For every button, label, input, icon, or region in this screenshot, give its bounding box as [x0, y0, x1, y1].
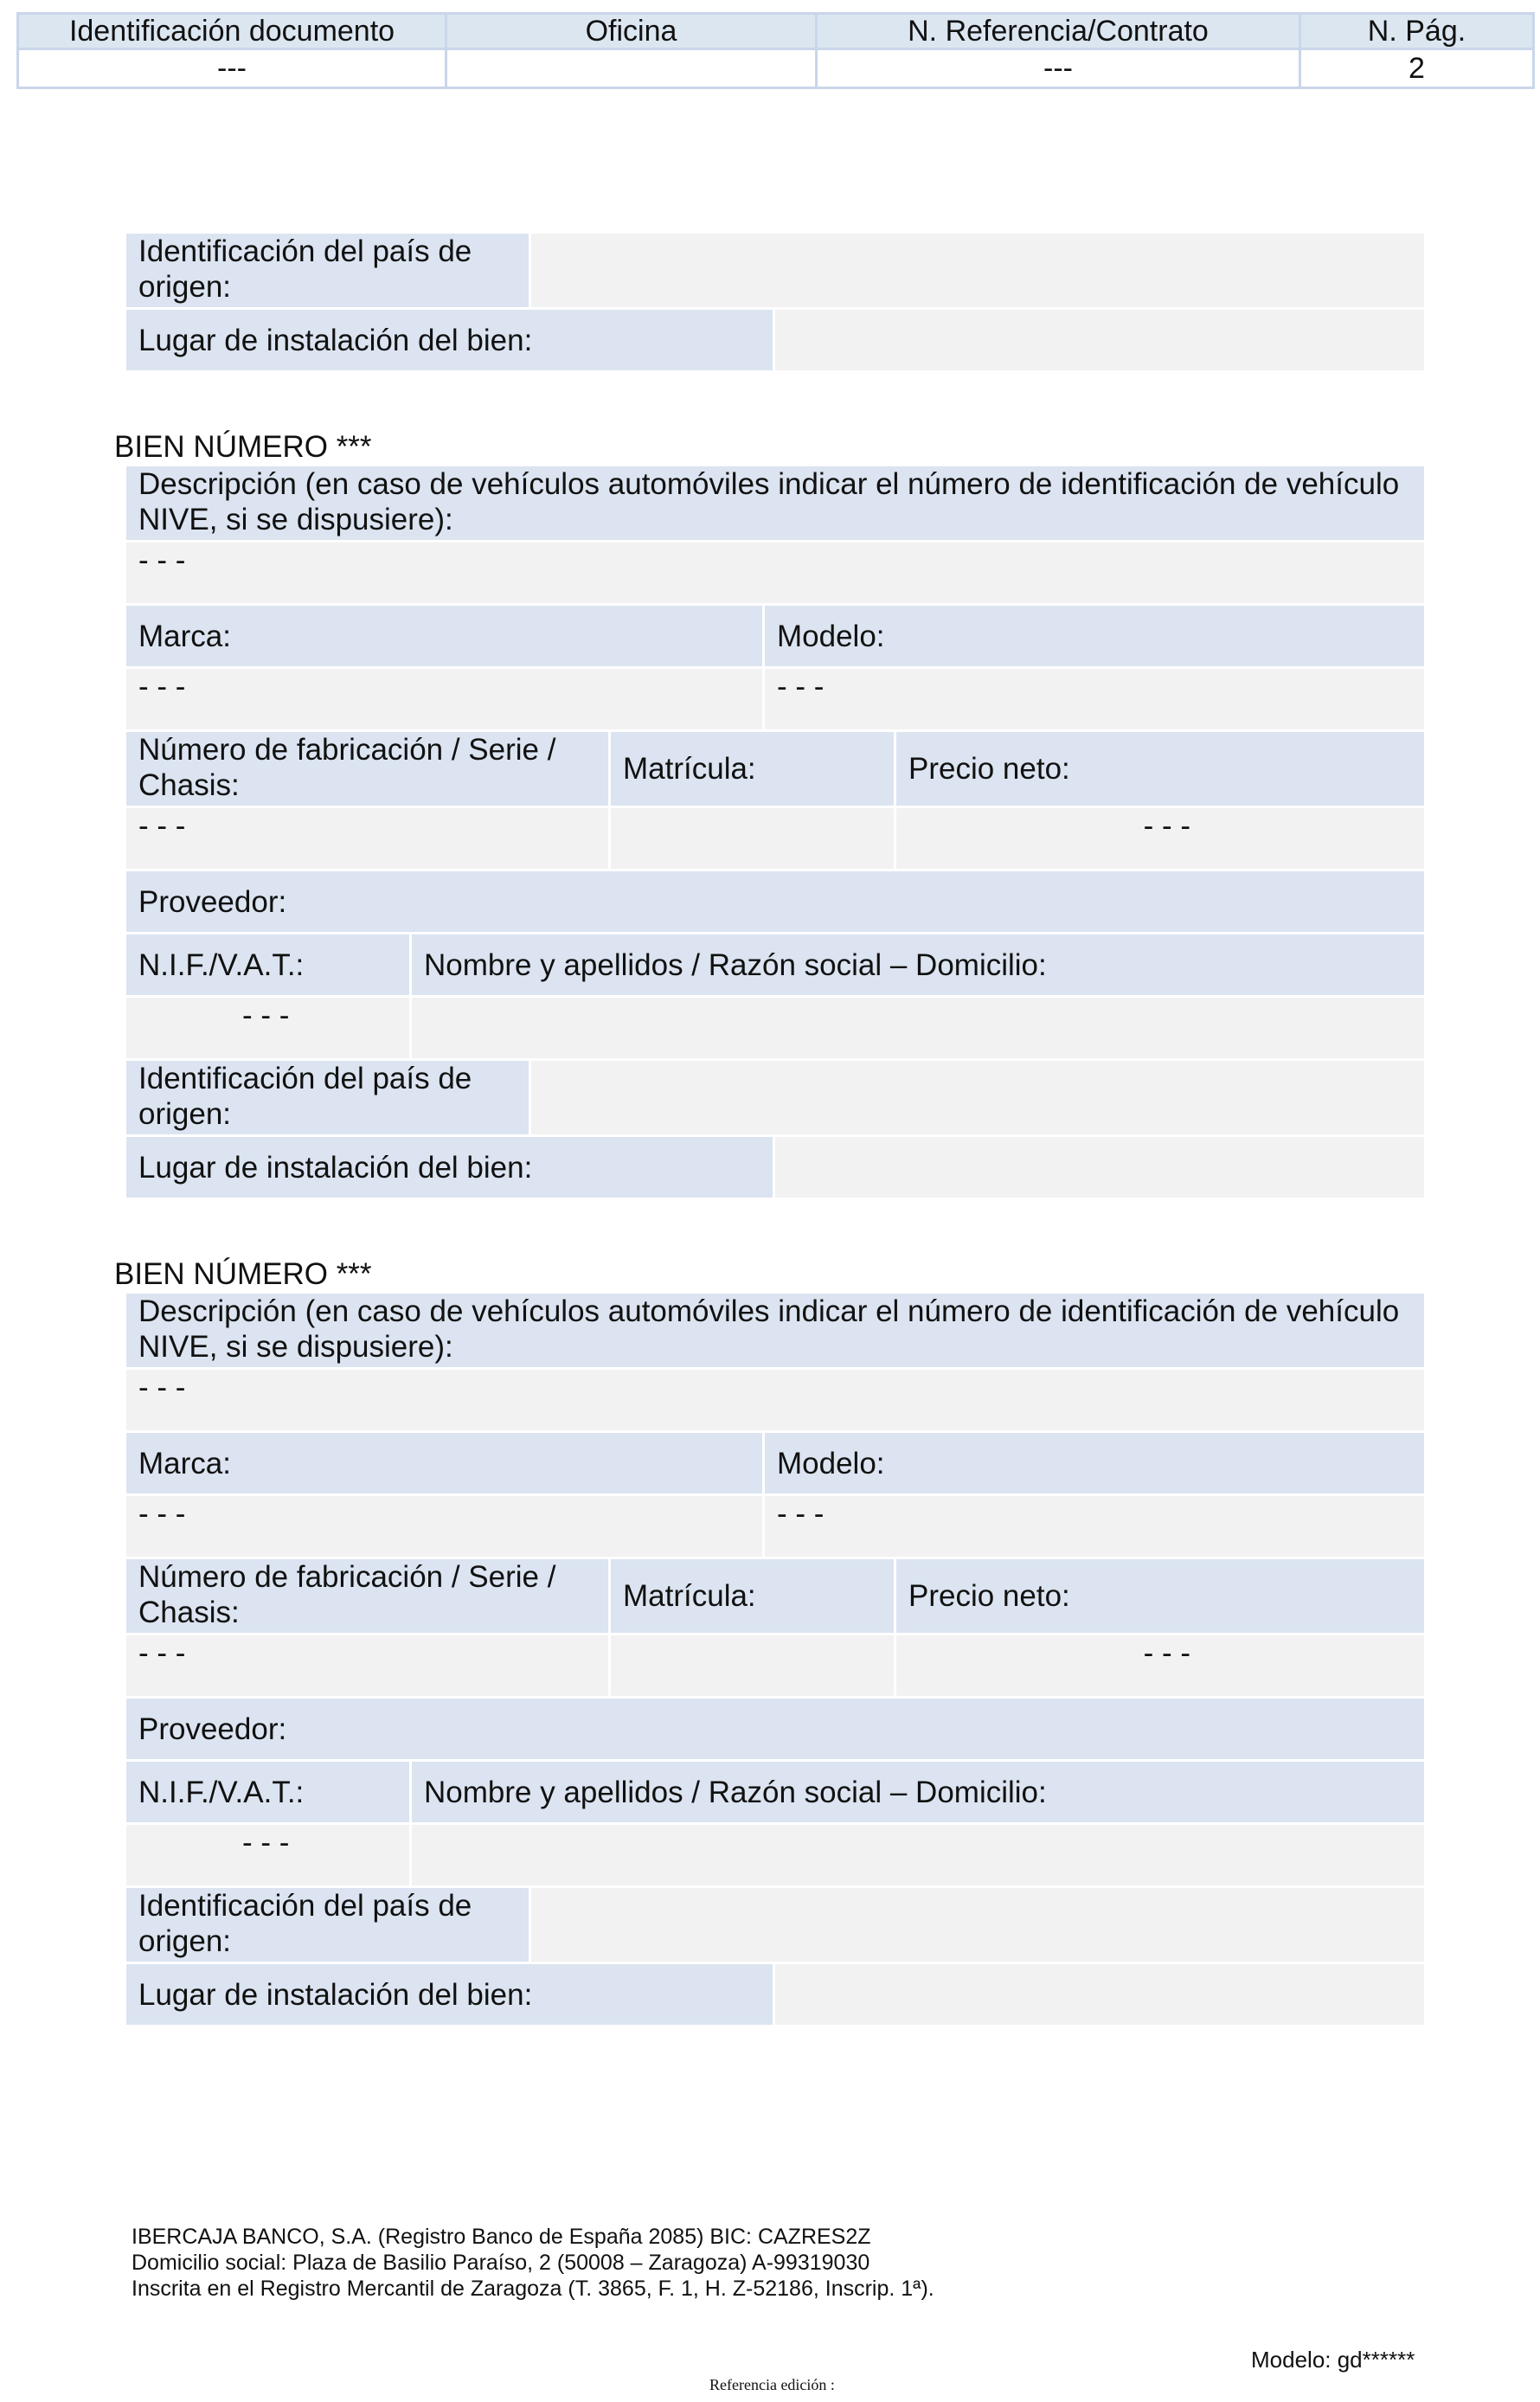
item-1-title: BIEN NÚMERO ***: [114, 430, 372, 464]
item-2-installation-place-label: Lugar de instalación del bien:: [126, 1964, 775, 2027]
item-1-nif-label: N.I.F./V.A.T.:: [126, 934, 412, 998]
item-1-brand-field[interactable]: - - -: [126, 669, 765, 732]
item-1-name-address-label: Nombre y apellidos / Razón social – Domicilio:: [412, 934, 1424, 998]
item-2-model-field[interactable]: - - -: [765, 1496, 1424, 1559]
footer-line-1: IBERCAJA BANCO, S.A. (Registro Banco de España 2085) BIC: CAZRES2Z: [132, 2225, 871, 2249]
item-2-serial-label: Número de fabricación / Serie / Chasis:: [126, 1559, 611, 1635]
item-1-country-origin-field[interactable]: [531, 1061, 1424, 1137]
item-1-price-label: Precio neto:: [896, 732, 1424, 808]
item-1-installation-place-label: Lugar de instalación del bien:: [126, 1137, 775, 1200]
footer-line-3: Inscrita en el Registro Mercantil de Zaragoza (T. 3865, F. 1, H. Z-52186, Inscrip. 1ª).: [132, 2277, 934, 2301]
model-code: Modelo: gd******: [1251, 2347, 1415, 2373]
footer-line-2: Domicilio social: Plaza de Basilio Paraíso, 2 (50008 – Zaragoza) A-99319030: [132, 2251, 870, 2275]
item-2-plate-field[interactable]: [611, 1635, 896, 1699]
document-header-table: [16, 12, 1535, 89]
header-office-label: Oficina: [446, 14, 817, 49]
header-document-id-value: ---: [18, 49, 446, 88]
item-2-form: [126, 1294, 1424, 2027]
item-1-installation-place-field[interactable]: [775, 1137, 1424, 1200]
legal-footer: [132, 2224, 934, 2302]
item-1-price-field[interactable]: - - -: [896, 808, 1424, 871]
item-1-nif-field[interactable]: - - -: [126, 998, 412, 1061]
item-2-supplier-label: Proveedor:: [126, 1699, 1424, 1762]
item-2-model-label: Modelo:: [765, 1433, 1424, 1496]
country-origin-field[interactable]: [531, 234, 1424, 310]
item-2-country-origin-field[interactable]: [531, 1888, 1424, 1964]
item-2-nif-field[interactable]: - - -: [126, 1825, 412, 1888]
top-origin-block: [126, 234, 1424, 373]
header-document-id-label: Identificación documento: [18, 14, 446, 49]
country-origin-label: Identificación del país de origen:: [126, 234, 531, 310]
item-1-name-address-field[interactable]: [412, 998, 1424, 1061]
item-2-brand-label: Marca:: [126, 1433, 765, 1496]
installation-place-field[interactable]: [775, 310, 1424, 373]
item-2-name-address-label: Nombre y apellidos / Razón social – Domicilio:: [412, 1762, 1424, 1825]
item-2-nif-label: N.I.F./V.A.T.:: [126, 1762, 412, 1825]
header-page-value: 2: [1300, 49, 1534, 88]
item-1-description-label: Descripción (en caso de vehículos automóviles indicar el número de identificación de vehículo NIVE, si se dispusiere):: [126, 466, 1424, 543]
item-1-model-field[interactable]: - - -: [765, 669, 1424, 732]
header-values-row: [18, 49, 1534, 88]
item-1-supplier-label: Proveedor:: [126, 871, 1424, 934]
item-2-brand-field[interactable]: - - -: [126, 1496, 765, 1559]
item-1-description-field[interactable]: - - -: [126, 543, 1424, 606]
item-1-model-label: Modelo:: [765, 606, 1424, 669]
item-2-description-field[interactable]: - - -: [126, 1370, 1424, 1433]
item-2-country-origin-label: Identificación del país de origen:: [126, 1888, 531, 1964]
header-reference-label: N. Referencia/Contrato: [817, 14, 1300, 49]
item-2-price-field[interactable]: - - -: [896, 1635, 1424, 1699]
item-1-country-origin-label: Identificación del país de origen:: [126, 1061, 531, 1137]
item-2-serial-field[interactable]: - - -: [126, 1635, 611, 1699]
item-1-serial-field[interactable]: - - -: [126, 808, 611, 871]
edition-reference: Referencia edición :: [709, 2376, 835, 2393]
header-page-label: N. Pág.: [1300, 14, 1534, 49]
item-2-description-label: Descripción (en caso de vehículos automóviles indicar el número de identificación de vehículo NIVE, si se dispusiere):: [126, 1294, 1424, 1370]
header-labels-row: [18, 14, 1534, 49]
item-2-price-label: Precio neto:: [896, 1559, 1424, 1635]
header-office-value: [446, 49, 817, 88]
item-1-form: [126, 466, 1424, 1200]
item-2-installation-place-field[interactable]: [775, 1964, 1424, 2027]
item-1-serial-label: Número de fabricación / Serie / Chasis:: [126, 732, 611, 808]
installation-place-label: Lugar de instalación del bien:: [126, 310, 775, 373]
item-2-name-address-field[interactable]: [412, 1825, 1424, 1888]
header-reference-value: ---: [817, 49, 1300, 88]
item-1-plate-field[interactable]: [611, 808, 896, 871]
item-2-plate-label: Matrícula:: [611, 1559, 896, 1635]
item-1-brand-label: Marca:: [126, 606, 765, 669]
item-1-plate-label: Matrícula:: [611, 732, 896, 808]
item-2-title: BIEN NÚMERO ***: [114, 1257, 372, 1291]
